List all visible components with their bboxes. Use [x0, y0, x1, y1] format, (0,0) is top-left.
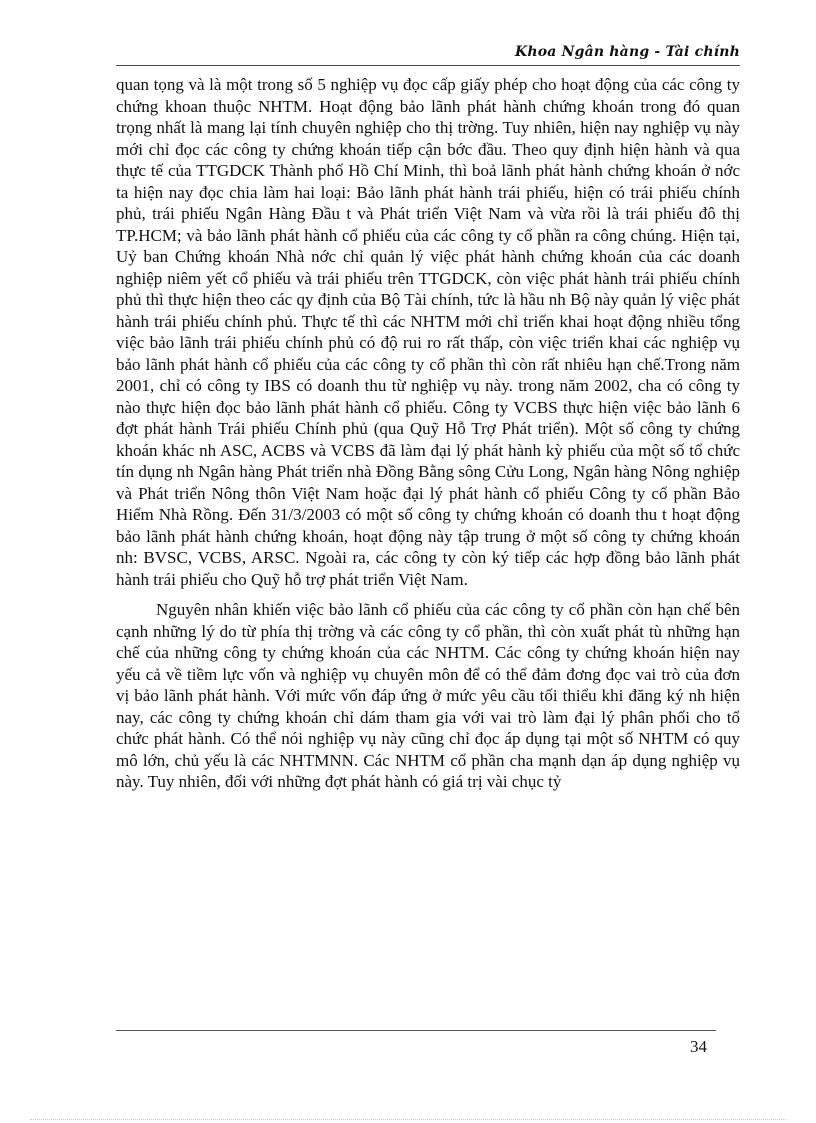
page-number: 34	[690, 1037, 707, 1056]
header-rule	[116, 65, 740, 66]
header-title: Khoa Ngân hàng - Tài chính	[514, 44, 740, 60]
footer-rule	[116, 1030, 716, 1031]
page-bottom-border	[30, 1119, 786, 1120]
page-header	[116, 44, 740, 64]
body-text	[116, 74, 740, 793]
paragraph-2: Nguyên nhân khiến việc bảo lãnh cổ phiếu của các công ty cổ phần còn hạn chế bên cạnh những lý do từ phía thị trờng và các công ty cổ phần, thì còn xuất phát tù những hạn chế của những công ty chứng khoán của các NHTM. Các công ty chứng khoán hiện nay yếu cả về tiềm lực vốn và nghiệp vụ chuyên môn để có thể đảm đơng đọc vai trò của đơn vị bảo lãnh phát hành. Với mức vốn đáp ứng ở mức yêu cầu tối thiểu khi đăng ký nh hiện nay, các công ty chứng khoán chỉ dám tham gia với vai trò làm đại lý phân phối cho tổ chức phát hành. Có thể nói nghiệp vụ này cũng chỉ đọc áp dụng tại một số NHTM có quy mô lớn, chủ yếu là các NHTMNN. Các NHTM cổ phần cha mạnh dạn áp dụng nghiệp vụ này. Tuy nhiên, đối với những đợt phát hành có giá trị vài chục tỷ	[116, 600, 740, 791]
paragraph-1: quan tọng và là một trong số 5 nghiệp vụ đọc cấp giấy phép cho hoạt động của các công ty chứng khoan thuộc NHTM. Hoạt động bảo lãnh phát hành chứng khoán trong đó quan trọng nhất là mang lại tính chuyên nghiệp cho thị trờng. Tuy nhiên, hiện nay nghiệp vụ này mới chỉ đọc các công ty chứng khoán tiếp cận bớc đầu. Theo quy định hiện hành và qua thực tế của TTGDCK Thành phố Hồ Chí Minh, thì boả lãnh phát hành chứng khoán ở nớc ta hiện nay đọc chia làm hai loại: Bảo lãnh phát hành trái phiếu, hiện có trái phiếu chính phủ, trái phiếu Ngân Hàng Đầu t và Phát triển Việt Nam và vừa rồi là trái phiếu đô thị TP.HCM; và bảo lãnh phát hành cổ phiếu của các công ty cổ phần ra công chúng. Hiện tại, Uỷ ban Chứng khoán Nhà nớc chỉ quản lý việc phát hành chứng khoán của các doanh nghiệp niêm yết cổ phiếu và trái phiếu trên TTGDCK, còn việc phát hành trái phiếu chính phủ thì thực hiện theo các qy định của Bộ Tài chính, tức là hầu nh Bộ này quản lý việc phát hành trái phiếu chính phủ. Thực tế thì các NHTM mới chỉ triển khai hoạt động nhiều tổng việc bảo lãnh trái phiếu chính phủ có độ rui ro rất thấp, còn việc triển khai các nghiệp vụ bảo lãnh phát hành cổ phiếu của các công ty cổ phần thì còn rất nhiêu hạn chế.Trong năm 2001, chỉ có công ty IBS có doanh thu từ nghiệp vụ này. trong năm 2002, cha có công ty nào thực hiện đọc bảo lãnh phát hành cổ phiếu. Công ty VCBS thực hiện việc bảo lãnh 6 đợt phát hành Trái phiếu Chính phủ (qua Quỹ Hỗ Trợ Phát triển). Một số công ty chứng khoán khác nh ASC, ACBS và VCBS đã làm đại lý phát hành kỳ phiếu của một số tổ chức tín dụng nh Ngân hàng Phát triển nhà Đồng Bằng sông Cửu Long, Ngân hàng Nông nghiệp và Phát triển Nông thôn Việt Nam hoặc đại lý phát hành cổ phiếu Công ty cổ phần Bảo Hiểm Nhà Rồng. Đến 31/3/2003 có một số công ty chứng khoán có doanh thu t hoạt động bảo lãnh phát hành chứng khoán, hoạt động này tập trung ở một số công ty chứng khoán nh: BVSC, VCBS, ARSC. Ngoài ra, các công ty còn ký tiếp các hợp đồng bảo lãnh phát hành trái phiếu cho Quỹ hỗ trợ phát triển Việt Nam.	[116, 75, 740, 589]
